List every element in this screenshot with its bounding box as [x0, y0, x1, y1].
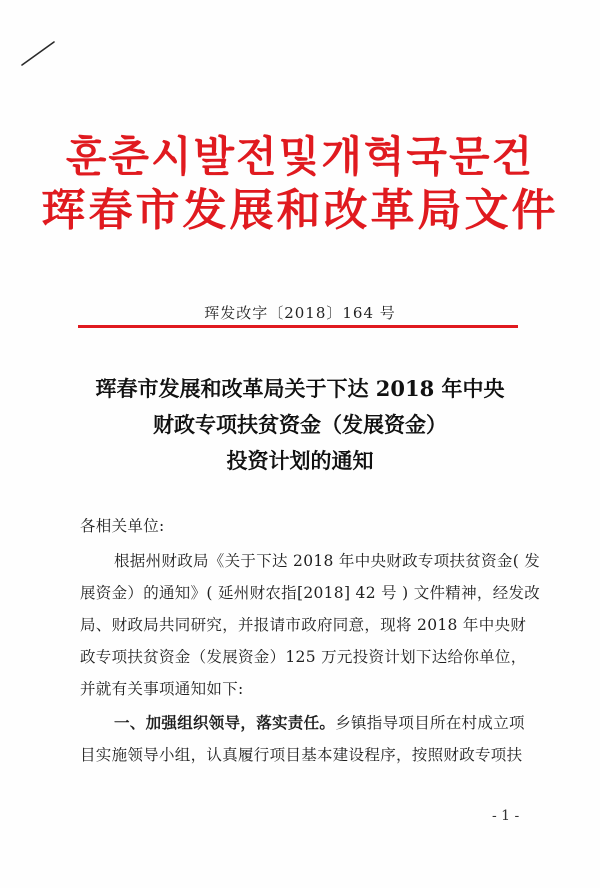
paragraph-1-line-2: 展资金）的通知》( 延州财农指[2018] 42 号 ) 文件精神，经发改: [80, 584, 541, 602]
section-1-line-2: 目实施领导小组，认真履行项目基本建设程序，按照财政专项扶: [80, 746, 523, 764]
pen-stroke-mark: [20, 38, 60, 68]
document-number: 珲发改字〔2018〕164 号: [204, 304, 396, 322]
section-1-line-1: [114, 711, 525, 733]
red-divider-line: [78, 325, 518, 328]
paragraph-1-line-5: 并就有关事项通知如下:: [80, 680, 244, 698]
paragraph-1-line-4: 政专项扶贫资金（发展资金）125 万元投资计划下达给你单位，: [80, 648, 527, 666]
notice-title-line-2: 财政专项扶贫资金（发展资金）: [153, 412, 447, 437]
notice-title-line-3: 投资计划的通知: [226, 448, 374, 473]
section-1-line-1-text: 乡镇指导项目所在村成立项: [335, 714, 525, 732]
paragraph-1-line-1: 根据州财政局《关于下达 2018 年中央财政专项扶贫资金( 发: [114, 552, 541, 570]
header-korean-title: 훈춘시발전및개혁국문건: [65, 132, 535, 181]
paragraph-1-line-3: 局、财政局共同研究，并报请市政府同意，现将 2018 年中央财: [80, 616, 527, 634]
salutation: 各相关单位:: [80, 517, 165, 535]
header-chinese-title: 珲春市发展和改革局文件: [41, 185, 559, 236]
page-number: - 1 -: [492, 808, 520, 824]
notice-title-line-1: 珲春市发展和改革局关于下达 2018 年中央: [95, 376, 505, 401]
section-1-heading: 一、加强组织领导，落实责任。: [114, 713, 336, 732]
